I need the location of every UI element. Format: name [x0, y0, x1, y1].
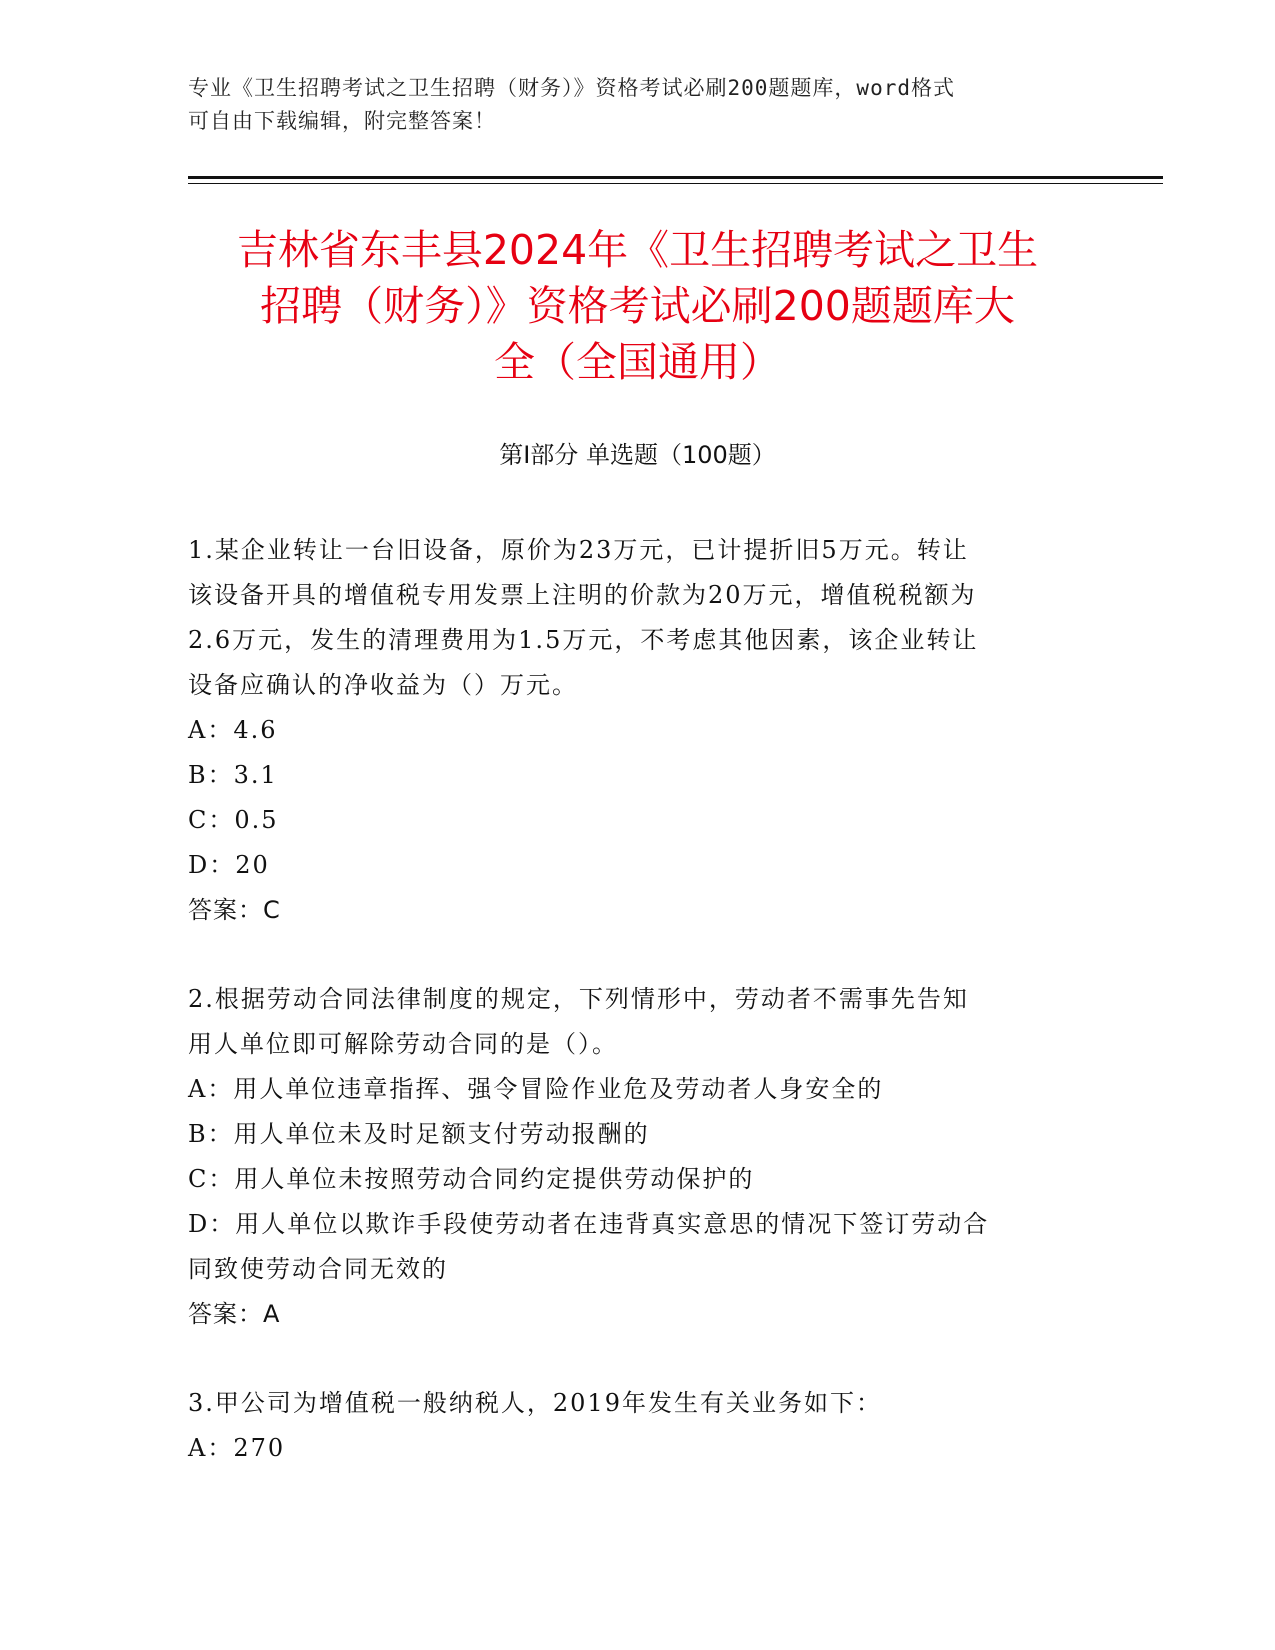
question-1-stem-line-4: 设备应确认的净收益为（）万元。 [188, 671, 578, 699]
header-divider-thick [188, 176, 1163, 179]
document-title-line-3: 全（全国通用） [494, 338, 781, 386]
question-1-option-b: B：3.1 [188, 761, 278, 789]
document-title [170, 222, 1105, 390]
header-divider-thin [188, 183, 1163, 184]
document-title-line-2: 招聘（财务）》资格考试必刷200题题库大 [260, 282, 1015, 330]
header-note [188, 72, 1068, 138]
question-2-option-a: A：用人单位违章指挥、强令冒险作业危及劳动者人身安全的 [188, 1075, 884, 1103]
question-2-stem-line-1: 2.根据劳动合同法律制度的规定，下列情形中，劳动者不需事先告知 [188, 985, 969, 1013]
question-3-stem-line-1: 3.甲公司为增值税一般纳税人，2019年发生有关业务如下： [188, 1389, 882, 1417]
header-note-line-2: 可自由下载编辑，附完整答案！ [188, 109, 496, 133]
question-list [188, 528, 1088, 1515]
question-2-option-b: B：用人单位未及时足额支付劳动报酬的 [188, 1120, 650, 1148]
header-note-line-1: 专业《卫生招聘考试之卫生招聘（财务）》资格考试必刷200题题库，word格式 [188, 76, 955, 100]
question-3-option-a: A：270 [188, 1434, 286, 1462]
question-1-option-c: C：0.5 [188, 806, 279, 834]
question-3 [188, 1381, 1088, 1471]
question-2-option-c: C：用人单位未按照劳动合同约定提供劳动保护的 [188, 1165, 755, 1193]
question-2-stem-line-2: 用人单位即可解除劳动合同的是（）。 [188, 1030, 618, 1058]
question-2-stem [188, 977, 1088, 1067]
question-1-answer: 答案：C [188, 896, 281, 924]
question-2-option-d-line-1: D：用人单位以欺诈手段使劳动者在违背真实意思的情况下签订劳动合 [188, 1210, 990, 1238]
question-3-stem [188, 1381, 1088, 1426]
question-1-option-d: D：20 [188, 851, 270, 879]
question-1-stem [188, 528, 1088, 708]
question-2 [188, 977, 1088, 1337]
section-title: 第Ⅰ部分 单选题（100题） [499, 441, 776, 469]
document-title-line-1: 吉林省东丰县2024年《卫生招聘考试之卫生 [236, 226, 1039, 274]
question-2-option-d-line-2: 同致使劳动合同无效的 [188, 1255, 448, 1283]
question-2-answer: 答案：A [188, 1300, 281, 1328]
question-1-stem-line-3: 2.6万元，发生的清理费用为1.5万元，不考虑其他因素，该企业转让 [188, 626, 979, 654]
question-1-stem-line-2: 该设备开具的增值税专用发票上注明的价款为20万元，增值税税额为 [188, 581, 977, 609]
question-1-option-a: A：4.6 [188, 716, 278, 744]
question-1 [188, 528, 1088, 933]
question-1-stem-line-1: 1.某企业转让一台旧设备，原价为23万元，已计提折旧5万元。转让 [188, 536, 969, 564]
